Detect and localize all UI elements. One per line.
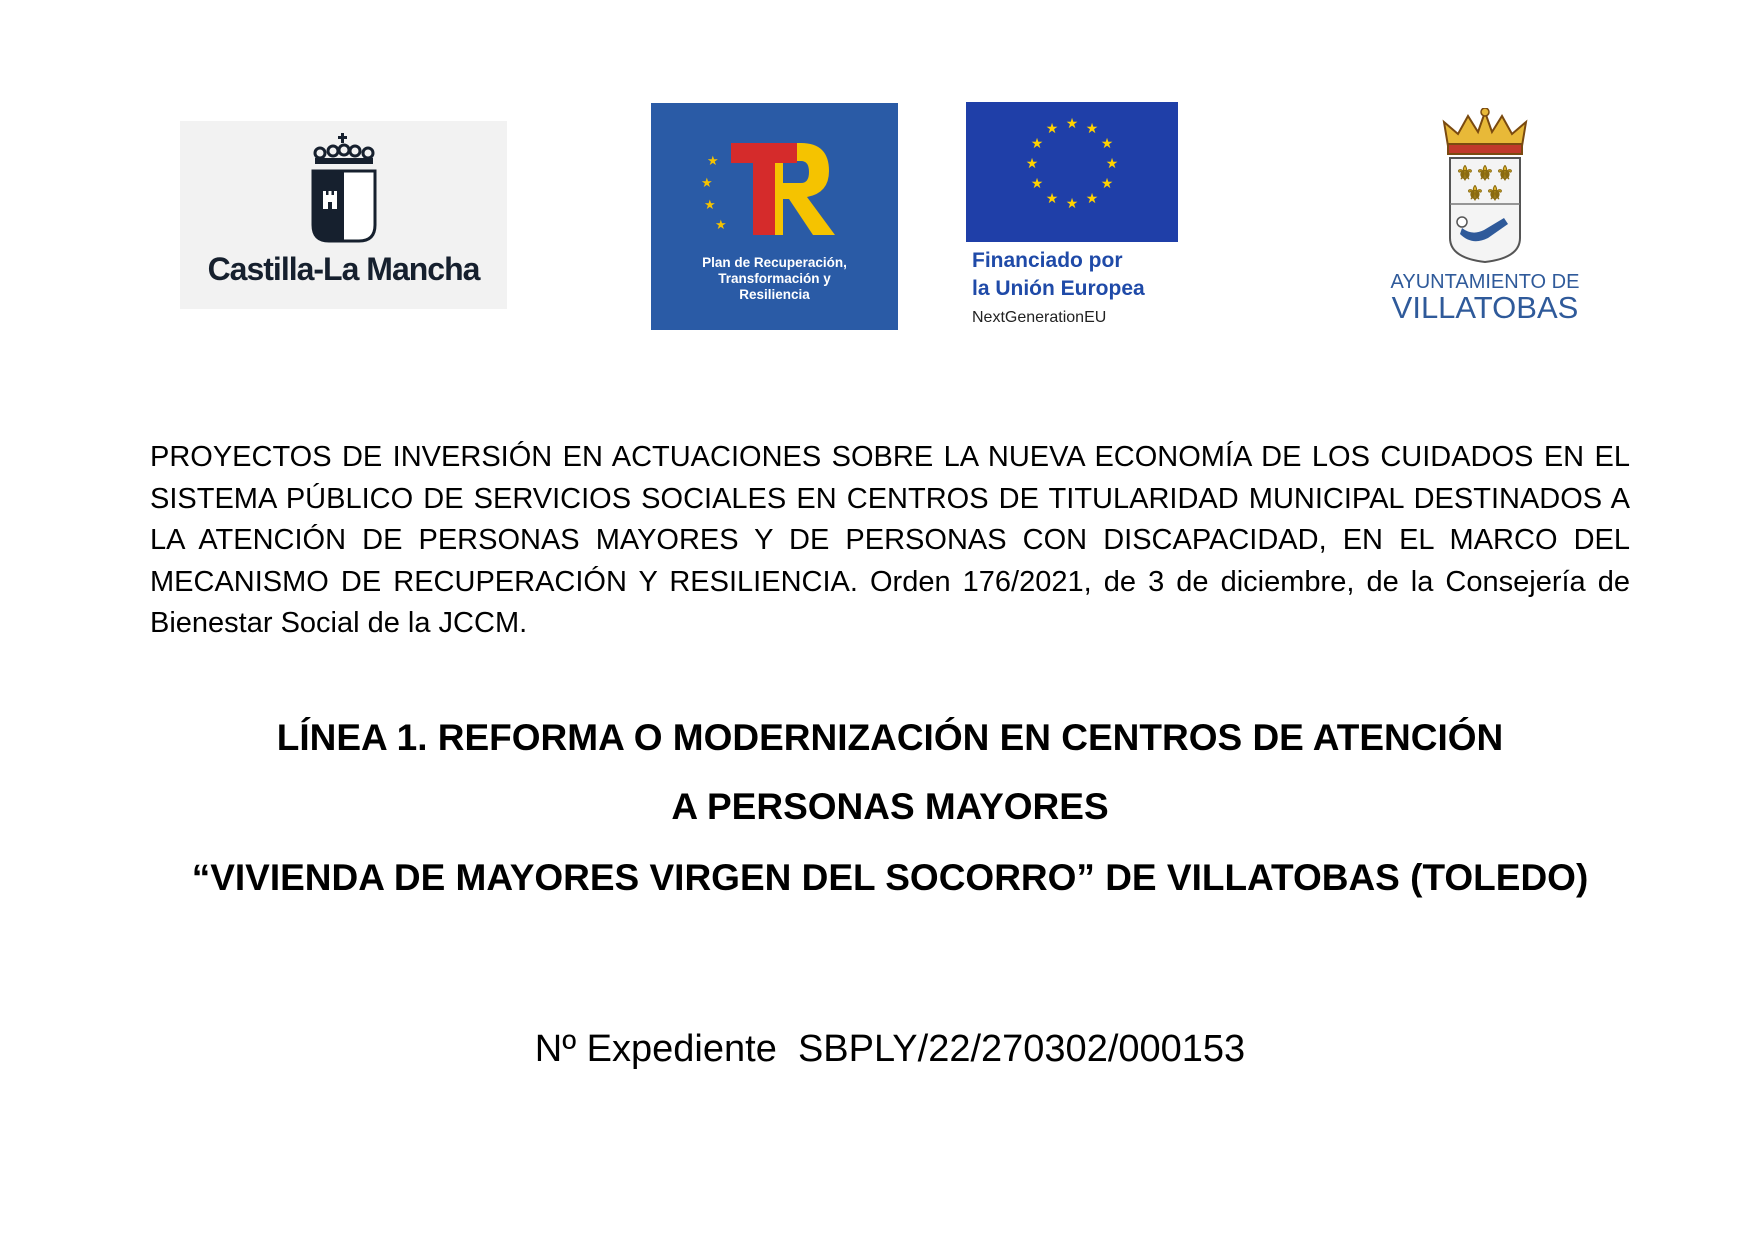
plan-recuperacion-logo [651,103,898,330]
intro-paragraph: PROYECTOS DE INVERSIÓN EN ACTUACIONES SOBRE LA NUEVA ECONOMÍA DE LOS CUIDADOS EN EL SISTEMA PÚBLICO DE SERVICIOS SOCIALES EN CENTROS DE TITULARIDAD MUNICIPAL DESTINADOS A LA ATENCIÓN DE PERSONAS MAYORES Y DE PERSONAS CON DISCAPACIDAD, EN EL MARCO DEL MECANISMO DE RECUPERACIÓN Y RESILIENCIA. Orden 176/2021, de 3 de diciembre, de la Consejería de Bienestar Social de la JCCM. [150,441,1630,639]
eu-nextgen-label: NextGenerationEU [972,309,1107,326]
svg-text:⚜: ⚜ [1456,161,1474,185]
eu-funding-logo [966,102,1181,334]
svg-text:★: ★ [1100,176,1114,192]
villatobas-logo [1375,108,1595,328]
svg-text:★: ★ [1085,121,1099,137]
svg-text:★: ★ [1085,191,1099,207]
prtr-line-3: Resiliencia [739,287,810,302]
svg-text:⚜: ⚜ [1496,161,1514,185]
prtr-line-2: Transformación y [718,271,831,286]
svg-text:★: ★ [1045,121,1059,137]
svg-text:⚜: ⚜ [1466,181,1484,205]
prtr-line-1: Plan de Recuperación, [702,255,847,270]
eu-union-label: la Unión Europea [972,277,1145,300]
svg-text:★: ★ [1030,176,1044,192]
villatobas-coat-of-arms-icon [1438,108,1532,264]
eu-flag-icon [966,102,1178,242]
expediente-number: Nº Expediente SBPLY/22/270302/000153 [534,1028,1246,1070]
castilla-la-mancha-logo [180,121,507,309]
svg-text:★: ★ [1065,196,1079,212]
line-title-1: LÍNEA 1. REFORMA O MODERNIZACIÓN EN CENTROS DE ATENCIÓN [276,717,1504,758]
line-title-2: A PERSONAS MAYORES [671,786,1109,827]
svg-text:★: ★ [704,198,716,213]
svg-text:★: ★ [707,154,719,169]
svg-text:★: ★ [1030,136,1044,152]
svg-text:⚜: ⚜ [1486,181,1504,205]
svg-text:★: ★ [1100,136,1114,152]
villatobas-name-label: VILLATOBAS [1391,290,1579,325]
svg-text:★: ★ [701,176,713,191]
castilla-la-mancha-emblem-icon [311,133,377,245]
villatobas-ayuntamiento-label: AYUNTAMIENTO DE [1390,271,1580,293]
svg-text:★: ★ [715,218,727,233]
svg-text:★: ★ [1025,156,1039,172]
svg-text:★: ★ [1065,116,1079,132]
tr-monogram-icon [701,125,851,245]
plan-recuperacion-label [651,255,898,303]
svg-text:★: ★ [1045,191,1059,207]
project-name: “VIVIENDA DE MAYORES VIRGEN DEL SOCORRO” DE VILLATOBAS (TOLEDO) [191,857,1589,898]
eu-financiado-label: Financiado por [972,249,1123,272]
svg-text:⚜: ⚜ [1476,161,1494,185]
svg-text:★: ★ [1105,156,1119,172]
castilla-la-mancha-label: Castilla-La Mancha [207,251,480,287]
